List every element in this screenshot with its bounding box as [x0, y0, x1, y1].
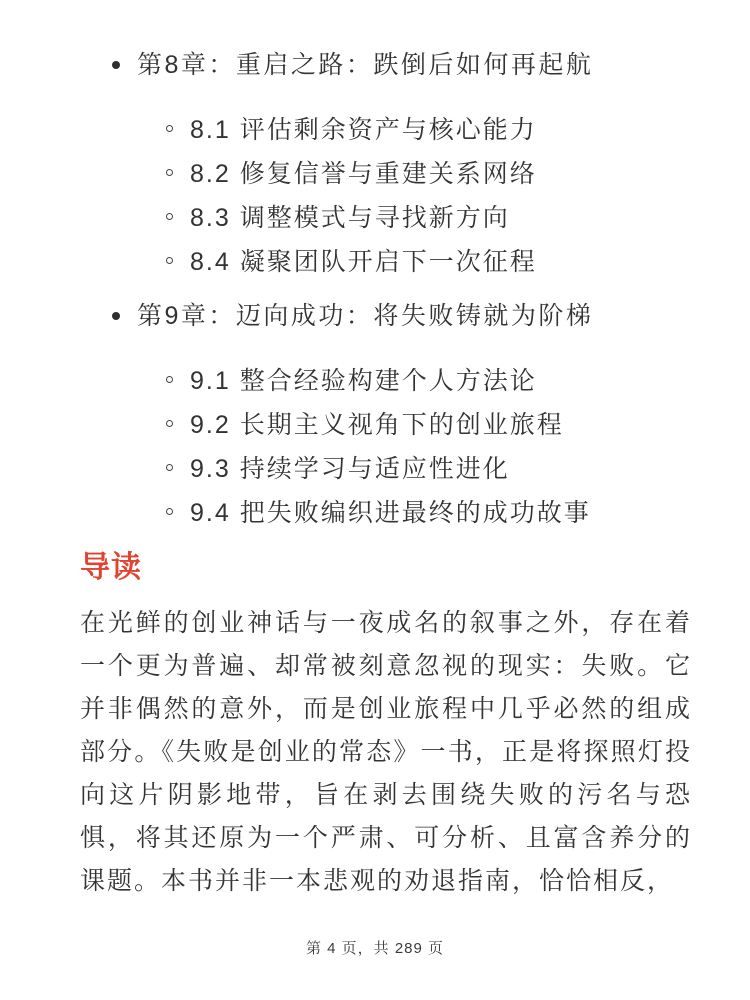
bullet-icon — [112, 312, 120, 320]
circle-bullet-icon — [166, 125, 173, 132]
circle-bullet-icon — [166, 508, 173, 515]
circle-bullet-icon — [166, 464, 173, 471]
toc-chapter-8-sections — [137, 108, 692, 284]
toc-section-item — [190, 152, 692, 196]
page-number-indicator: 第 4 页，共 289 页 — [305, 940, 445, 957]
circle-bullet-icon — [166, 257, 173, 264]
circle-bullet-icon — [166, 213, 173, 220]
toc-chapter-9 — [137, 301, 692, 535]
intro-paragraph: 在光鲜的创业神话与一夜成名的叙事之外，存在着一个更为普遍、却常被刻意忽视的现实：失败。它并非偶然的意外，而是创业旅程中几乎必然的组成部分。《失败是创业的常态》一书，正是将探照灯投向这片阴影地带，旨在剥去围绕失败的污名与恐惧，将其还原为一个严肃、可分析、且富含养分的课题。本书并非一本悲观的劝退指南，恰恰相反， — [80, 609, 692, 895]
bullet-icon — [112, 61, 120, 69]
circle-bullet-icon — [166, 420, 173, 427]
toc-chapter-9-sections — [137, 359, 692, 535]
toc-section-item — [190, 403, 692, 447]
toc-section-label: 9.2 长期主义视角下的创业旅程 — [190, 411, 564, 439]
toc-section-item — [190, 108, 692, 152]
toc-section-label: 8.1 评估剩余资产与核心能力 — [190, 116, 537, 144]
toc-section-item — [190, 240, 692, 284]
toc-chapter-title: 第9章：迈向成功：将失败铸就为阶梯 — [137, 302, 594, 330]
toc-section-item — [190, 196, 692, 240]
toc-section-label: 9.1 整合经验构建个人方法论 — [190, 367, 537, 395]
toc-section-label: 9.4 把失败编织进最终的成功故事 — [190, 499, 591, 527]
toc-chapter-title: 第8章：重启之路：跌倒后如何再起航 — [137, 51, 594, 79]
toc-section-item — [190, 359, 692, 403]
toc-section-item — [190, 447, 692, 491]
toc-section-item — [190, 491, 692, 535]
table-of-contents — [80, 50, 692, 535]
circle-bullet-icon — [166, 169, 173, 176]
toc-section-label: 8.4 凝聚团队开启下一次征程 — [190, 248, 537, 276]
toc-section-label: 8.2 修复信誉与重建关系网络 — [190, 160, 537, 188]
toc-section-label: 9.3 持续学习与适应性进化 — [190, 455, 510, 483]
section-heading-daodu: 导读 — [80, 551, 142, 584]
circle-bullet-icon — [166, 376, 173, 383]
toc-chapter-8 — [137, 50, 692, 284]
toc-section-label: 8.3 调整模式与寻找新方向 — [190, 204, 510, 232]
